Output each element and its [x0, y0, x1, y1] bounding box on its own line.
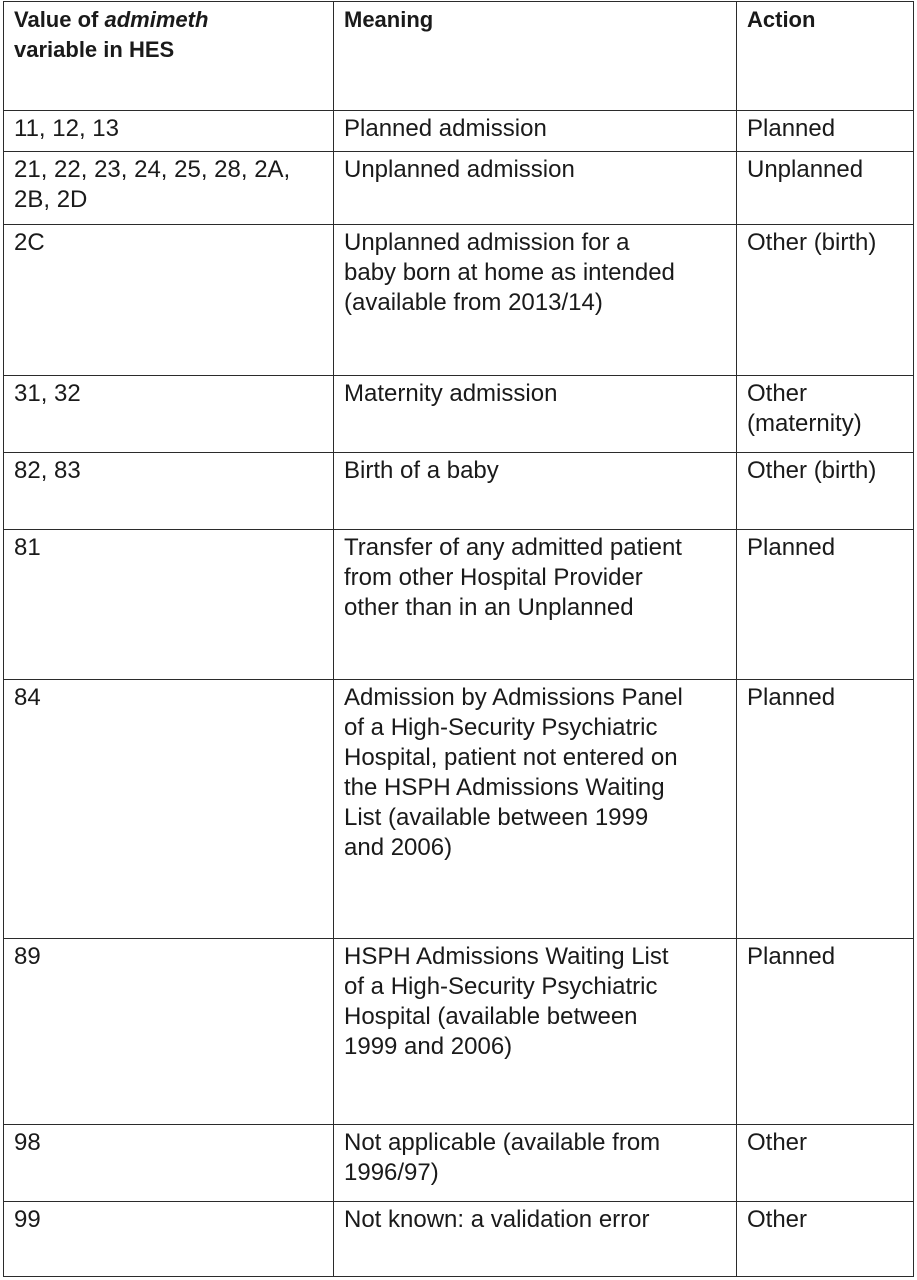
- table-row: [4, 680, 914, 939]
- row-action: Other: [737, 1125, 914, 1202]
- row-value: 2C: [4, 225, 334, 376]
- row-meaning: Birth of a baby: [334, 453, 737, 530]
- table-row: [4, 225, 914, 376]
- header-meaning: Meaning: [334, 2, 737, 111]
- row-action: Planned: [737, 111, 914, 152]
- header-action: Action: [737, 2, 914, 111]
- row-value: 84: [4, 680, 334, 939]
- row-meaning: Transfer of any admitted patient from other Hospital Provider other than in an Unplanned: [334, 530, 737, 680]
- row-value: 89: [4, 939, 334, 1125]
- row-meaning: Unplanned admission: [334, 152, 737, 225]
- row-value: 82, 83: [4, 453, 334, 530]
- row-action: Unplanned: [737, 152, 914, 225]
- table-row: [4, 453, 914, 530]
- table-row: [4, 376, 914, 453]
- row-value: 99: [4, 1202, 334, 1277]
- row-meaning: Not applicable (available from 1996/97): [334, 1125, 737, 1202]
- table-row: [4, 1125, 914, 1202]
- header-value: [4, 2, 334, 111]
- row-action: Other (birth): [737, 225, 914, 376]
- row-meaning: Maternity admission: [334, 376, 737, 453]
- header-value-italic: admimeth: [104, 7, 209, 32]
- header-value-prefix: Value of: [14, 7, 105, 32]
- row-action: Other: [737, 1202, 914, 1277]
- header-value-suffix: variable in HES: [14, 37, 175, 62]
- row-action: Other (maternity): [737, 376, 914, 453]
- table-row: [4, 111, 914, 152]
- row-meaning: Not known: a validation error: [334, 1202, 737, 1277]
- table-row: [4, 530, 914, 680]
- row-action: Planned: [737, 680, 914, 939]
- row-action: Other (birth): [737, 453, 914, 530]
- row-meaning: Planned admission: [334, 111, 737, 152]
- row-value: 11, 12, 13: [4, 111, 334, 152]
- header-row: [4, 2, 914, 111]
- admimeth-table: [3, 1, 914, 1277]
- row-action: Planned: [737, 530, 914, 680]
- row-action: Planned: [737, 939, 914, 1125]
- table-row: [4, 939, 914, 1125]
- table-row: [4, 152, 914, 225]
- table-row: [4, 1202, 914, 1277]
- row-value: 81: [4, 530, 334, 680]
- row-value: 98: [4, 1125, 334, 1202]
- row-meaning: Unplanned admission for a baby born at home as intended (available from 2013/14): [334, 225, 737, 376]
- row-value: 31, 32: [4, 376, 334, 453]
- row-meaning: Admission by Admissions Panel of a High-Security Psychiatric Hospital, patient not entered on the HSPH Admissions Waiting List (available between 1999 and 2006): [334, 680, 737, 939]
- row-meaning: HSPH Admissions Waiting List of a High-Security Psychiatric Hospital (available between 1999 and 2006): [334, 939, 737, 1125]
- row-value: 21, 22, 23, 24, 25, 28, 2A, 2B, 2D: [4, 152, 334, 225]
